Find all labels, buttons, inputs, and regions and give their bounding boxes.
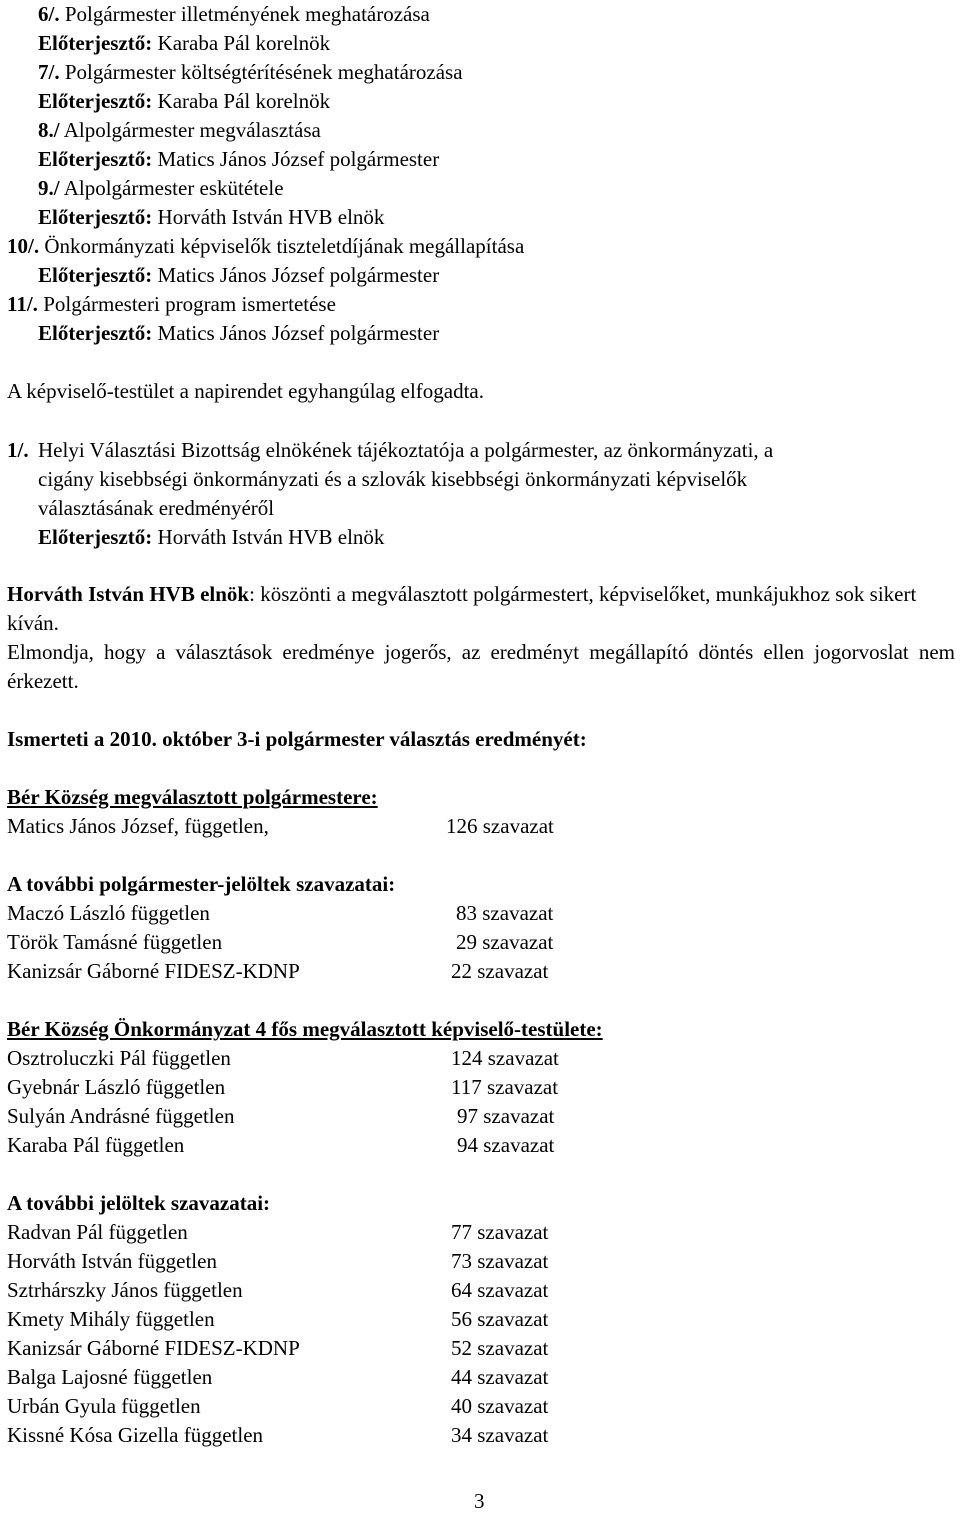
candidate-name: Kissné Kósa Gizella független: [7, 1423, 264, 1447]
agenda-title: Polgármesteri program ismertetése: [43, 292, 336, 316]
speech-text: : köszönti a megválasztott polgármestert, képviselőket, munkájukhoz sok sikert kíván.: [7, 582, 917, 635]
candidate-votes: 22 szavazat: [451, 959, 549, 983]
candidate-name: Horváth István független: [7, 1249, 217, 1273]
agenda-title: Önkormányzati képviselők tiszteletdíjának megállapítása: [44, 234, 525, 258]
agenda-item-7: [38, 58, 463, 87]
presenter-label: Előterjesztő:: [38, 525, 153, 549]
item1-title-line3: választásának eredményéről: [38, 496, 275, 520]
candidate-votes: 34 szavazat: [451, 1423, 549, 1447]
council-member-name: Osztroluczki Pál független: [7, 1046, 231, 1070]
agenda-number: 10/.: [7, 234, 40, 258]
agenda-presenter-11: [38, 319, 439, 348]
agenda-title: Alpolgármester eskütétele: [63, 176, 284, 200]
agenda-item-9: [38, 174, 284, 203]
page-number: 3: [474, 1489, 485, 1513]
mayor-name: Matics János József, független,: [7, 814, 269, 838]
presenter-name: Karaba Pál korelnök: [157, 89, 331, 113]
candidate-votes: 73 szavazat: [451, 1249, 549, 1273]
agenda-number: 6/.: [38, 2, 60, 26]
candidate-name: Radvan Pál független: [7, 1220, 188, 1244]
presenter-label: Előterjesztő:: [38, 205, 153, 229]
council-heading: Bér Község Önkormányzat 4 fős megválasztott képviselő-testülete:: [7, 1017, 603, 1041]
presenter-label: Előterjesztő:: [38, 89, 153, 113]
speaker-name: Horváth István HVB elnök: [7, 582, 250, 606]
other-candidates-heading: A további jelöltek szavazatai:: [7, 1191, 271, 1215]
mayor-heading: Bér Község megválasztott polgármestere:: [7, 785, 378, 809]
agenda-presenter-6: [38, 29, 330, 58]
agenda-title: Polgármester költségtérítésének meghatározása: [64, 60, 463, 84]
council-member-name: Karaba Pál független: [7, 1133, 185, 1157]
presenter-name: Horváth István HVB elnök: [157, 525, 385, 549]
candidate-name: Török Tamásné független: [7, 930, 223, 954]
agenda-presenter-10: [38, 261, 439, 290]
presenter-name: Karaba Pál korelnök: [157, 31, 331, 55]
presenter-label: Előterjesztő:: [38, 147, 153, 171]
council-member-votes: 97 szavazat: [457, 1104, 555, 1128]
candidate-name: Kmety Mihály független: [7, 1307, 215, 1331]
agenda-title: Polgármester illetményének meghatározása: [64, 2, 430, 26]
presenter-name: Matics János József polgármester: [157, 147, 440, 171]
candidate-name: Urbán Gyula független: [7, 1394, 201, 1418]
agenda-number: 7/.: [38, 60, 60, 84]
presenter-label: Előterjesztő:: [38, 321, 153, 345]
agenda-accepted-text: A képviselő-testület a napirendet egyhangúlag elfogadta.: [7, 379, 485, 403]
candidate-votes: 44 szavazat: [451, 1365, 549, 1389]
candidate-name: Maczó László független: [7, 901, 210, 925]
candidate-votes: 56 szavazat: [451, 1307, 549, 1331]
agenda-number: 11/.: [7, 292, 38, 316]
item1-title-line2: cigány kisebbségi önkormányzati és a szlovák kisebbségi önkormányzati képviselők: [38, 467, 748, 491]
agenda-item-6: [38, 0, 430, 29]
item1-presenter: [38, 523, 384, 552]
candidate-name: Kanizsár Gáborné FIDESZ-KDNP: [7, 959, 300, 983]
agenda-item-10: [7, 232, 524, 261]
candidate-votes: 40 szavazat: [451, 1394, 549, 1418]
agenda-presenter-7: [38, 87, 330, 116]
item1-number: 1/.: [7, 438, 29, 462]
council-member-name: Sulyán Andrásné független: [7, 1104, 235, 1128]
candidate-votes: 64 szavazat: [451, 1278, 549, 1302]
council-member-votes: 94 szavazat: [457, 1133, 555, 1157]
agenda-number: 8./: [38, 118, 60, 142]
agenda-item-8: [38, 116, 321, 145]
candidate-name: Sztrhárszky János független: [7, 1278, 243, 1302]
presenter-name: Matics János József polgármester: [157, 263, 440, 287]
candidate-votes: 83 szavazat: [456, 901, 554, 925]
council-member-votes: 124 szavazat: [451, 1046, 559, 1070]
presenter-name: Matics János József polgármester: [157, 321, 440, 345]
council-member-name: Gyebnár László független: [7, 1075, 226, 1099]
speech-paragraph-2: Elmondja, hogy a választások eredménye jogerős, az eredményt megállapító döntés ellen jogorvoslat nem érkezett.: [7, 640, 955, 693]
agenda-presenter-8: [38, 145, 439, 174]
mayor-candidates-heading: A további polgármester-jelöltek szavazatai:: [7, 872, 396, 896]
candidate-votes: 52 szavazat: [451, 1336, 549, 1360]
presenter-label: Előterjesztő:: [38, 263, 153, 287]
presenter-name: Horváth István HVB elnök: [157, 205, 385, 229]
presenter-label: Előterjesztő:: [38, 31, 153, 55]
candidate-name: Balga Lajosné független: [7, 1365, 213, 1389]
results-intro: Ismerteti a 2010. október 3-i polgármester választás eredményét:: [7, 727, 587, 751]
speech-paragraph: [7, 580, 943, 638]
candidate-votes: 29 szavazat: [456, 930, 554, 954]
item1-title-line1: Helyi Választási Bizottság elnökének tájékoztatója a polgármester, az önkormányzati, a: [38, 438, 774, 462]
candidate-votes: 77 szavazat: [451, 1220, 549, 1244]
agenda-title: Alpolgármester megválasztása: [63, 118, 321, 142]
mayor-votes: 126 szavazat: [446, 814, 554, 838]
candidate-name: Kanizsár Gáborné FIDESZ-KDNP: [7, 1336, 300, 1360]
agenda-presenter-9: [38, 203, 384, 232]
council-member-votes: 117 szavazat: [451, 1075, 559, 1099]
agenda-number: 9./: [38, 176, 60, 200]
agenda-item-11: [7, 290, 336, 319]
